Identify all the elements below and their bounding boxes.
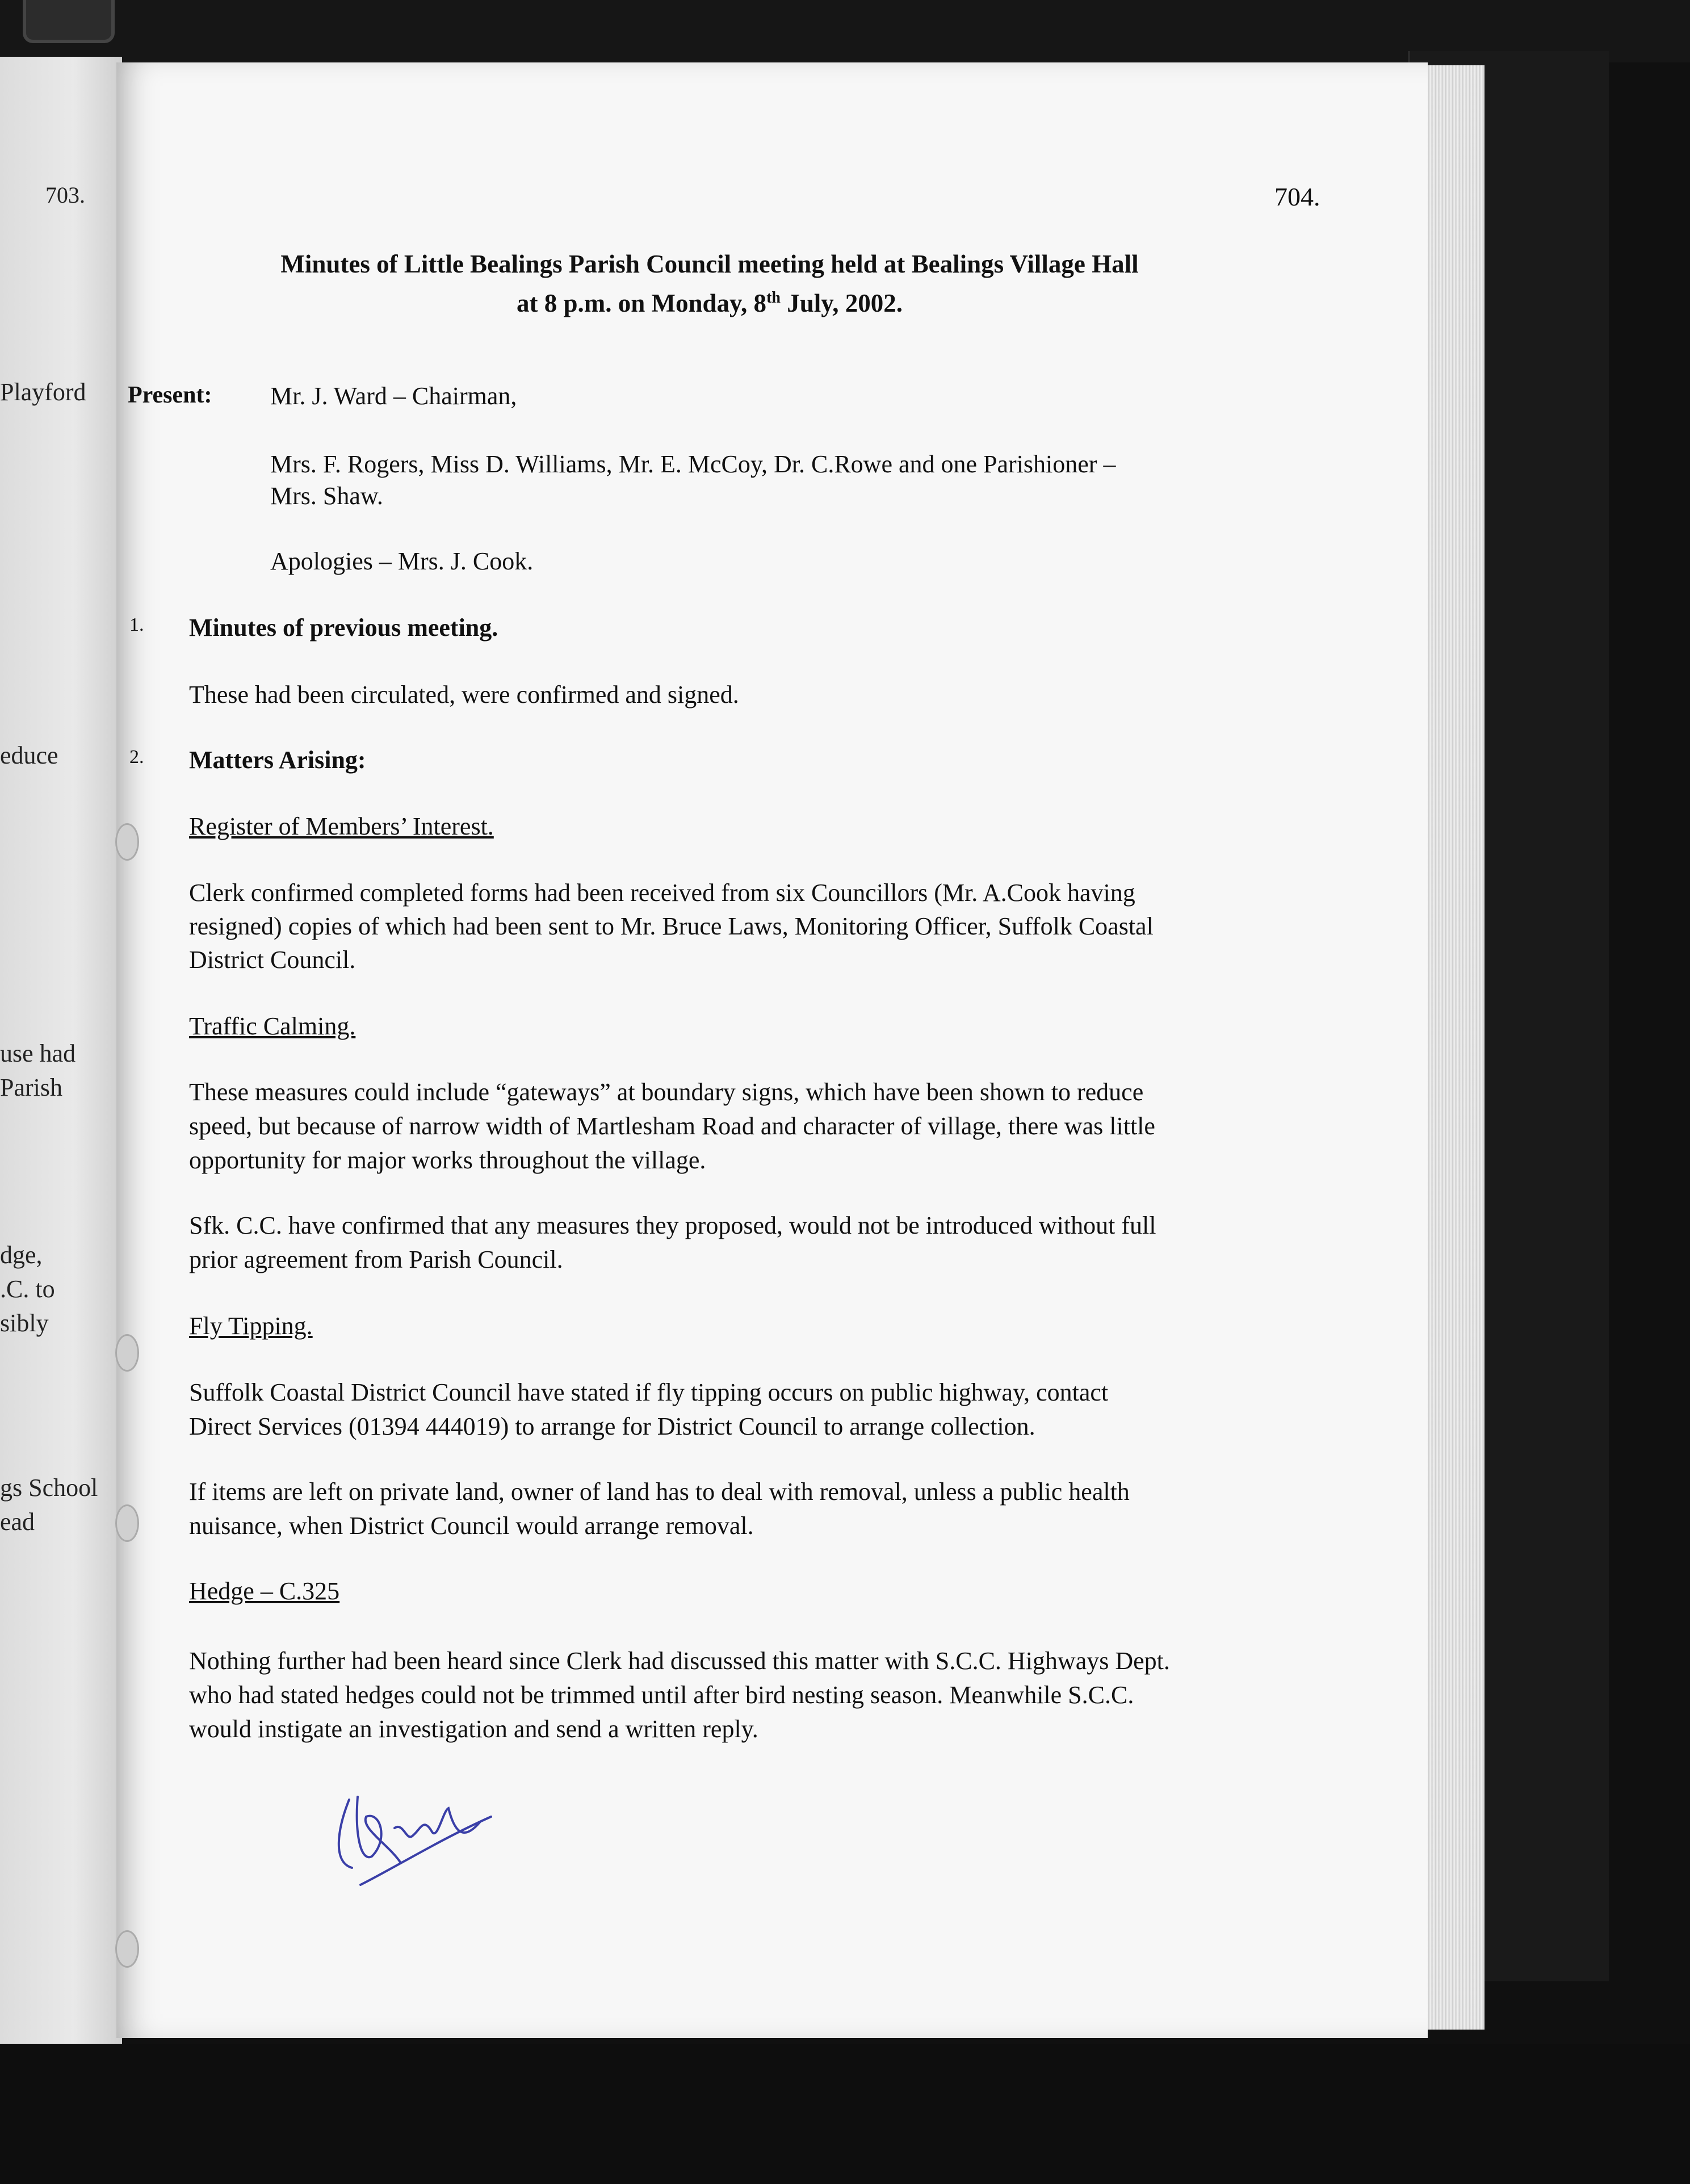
title-date-text: July, 2002. [780,289,903,317]
previous-page-fragment: .C. to [0,1275,55,1303]
paragraph-line: Direct Services (01394 444019) to arrange for District Council to arrange collection. [189,1412,1035,1440]
paragraph-line: would instigate an investigation and send a written reply. [189,1715,758,1743]
paragraph-line: Nothing further had been heard since Clerk had discussed this matter with S.C.C. Highways Dept. [189,1647,1170,1675]
document-title [227,247,1192,320]
previous-page-fragment: sibly [0,1309,49,1337]
punch-hole [115,1930,139,1968]
item-text: These had been circulated, were confirmed and signed. [189,681,739,709]
subheading-hedge: Hedge – C.325 [189,1577,340,1605]
previous-page-fragment: ead [0,1508,35,1536]
paragraph-line: nuisance, when District Council would arrange removal. [189,1512,754,1540]
item-number: 2. [129,747,144,768]
title-date-text: at 8 p.m. on Monday, 8 [516,289,767,317]
paragraph-line: Sfk. C.C. have confirmed that any measures they proposed, would not be introduced without full [189,1212,1156,1239]
present-members: Mrs. F. Rogers, Miss D. Williams, Mr. E. McCoy, Dr. C.Rowe and one Parishioner – [270,450,1116,478]
paragraph-line: speed, but because of narrow width of Martlesham Road and character of village, there was little [189,1112,1155,1140]
present-chairman: Mr. J. Ward – Chairman, [270,382,517,410]
previous-page-number: 703. [45,182,85,208]
punch-hole [115,823,139,861]
page-edges [1422,65,1484,2030]
subheading-register: Register of Members’ Interest. [189,812,494,840]
previous-page-fragment: Playford [0,378,86,406]
previous-page-fragment: use had [0,1039,76,1067]
title-date-suffix: th [766,289,781,307]
previous-page-fragment: educe [0,741,58,769]
paragraph-line: If items are left on private land, owner of land has to deal with removal, unless a public health [189,1478,1130,1506]
apologies: Apologies – Mrs. J. Cook. [270,547,534,575]
previous-page-fragment: gs School [0,1474,98,1502]
previous-page-fragment: dge, [0,1241,43,1269]
title-line [227,281,1192,320]
subheading-fly-tipping: Fly Tipping. [189,1312,313,1340]
punch-hole [115,1504,139,1542]
paragraph-line: Suffolk Coastal District Council have stated if fly tipping occurs on public highway, contact [189,1378,1109,1406]
present-label: Present: [128,382,212,408]
paragraph-line: who had stated hedges could not be trimmed until after bird nesting season. Meanwhile S.C.C. [189,1681,1134,1709]
bottom-shadow [0,2044,1690,2184]
subheading-traffic: Traffic Calming. [189,1012,356,1040]
paragraph-line: These measures could include “gateways” at boundary signs, which have been shown to reduce [189,1078,1144,1106]
punch-hole [115,1334,139,1372]
present-members: Mrs. Shaw. [270,482,383,510]
previous-page-fragment: Parish [0,1074,62,1101]
paragraph-line: Clerk confirmed completed forms had been received from six Councillors (Mr. A.Cook having [189,879,1135,907]
paragraph-line: resigned) copies of which had been sent to Mr. Bruce Laws, Monitoring Officer, Suffolk Coastal [189,912,1154,940]
paragraph-line: opportunity for major works throughout the village. [189,1146,706,1174]
item-number: 1. [129,614,144,635]
item-heading: Minutes of previous meeting. [189,614,498,642]
item-heading: Matters Arising: [189,746,366,774]
page-number: 704. [1274,182,1320,211]
paragraph-line: prior agreement from Parish Council. [189,1246,563,1273]
previous-page [0,57,122,2078]
title-line: Minutes of Little Bealings Parish Council meeting held at Bealings Village Hall [280,250,1139,278]
binder-ring [23,0,115,43]
paragraph-line: District Council. [189,946,356,974]
chairman-signature [326,1777,497,1896]
